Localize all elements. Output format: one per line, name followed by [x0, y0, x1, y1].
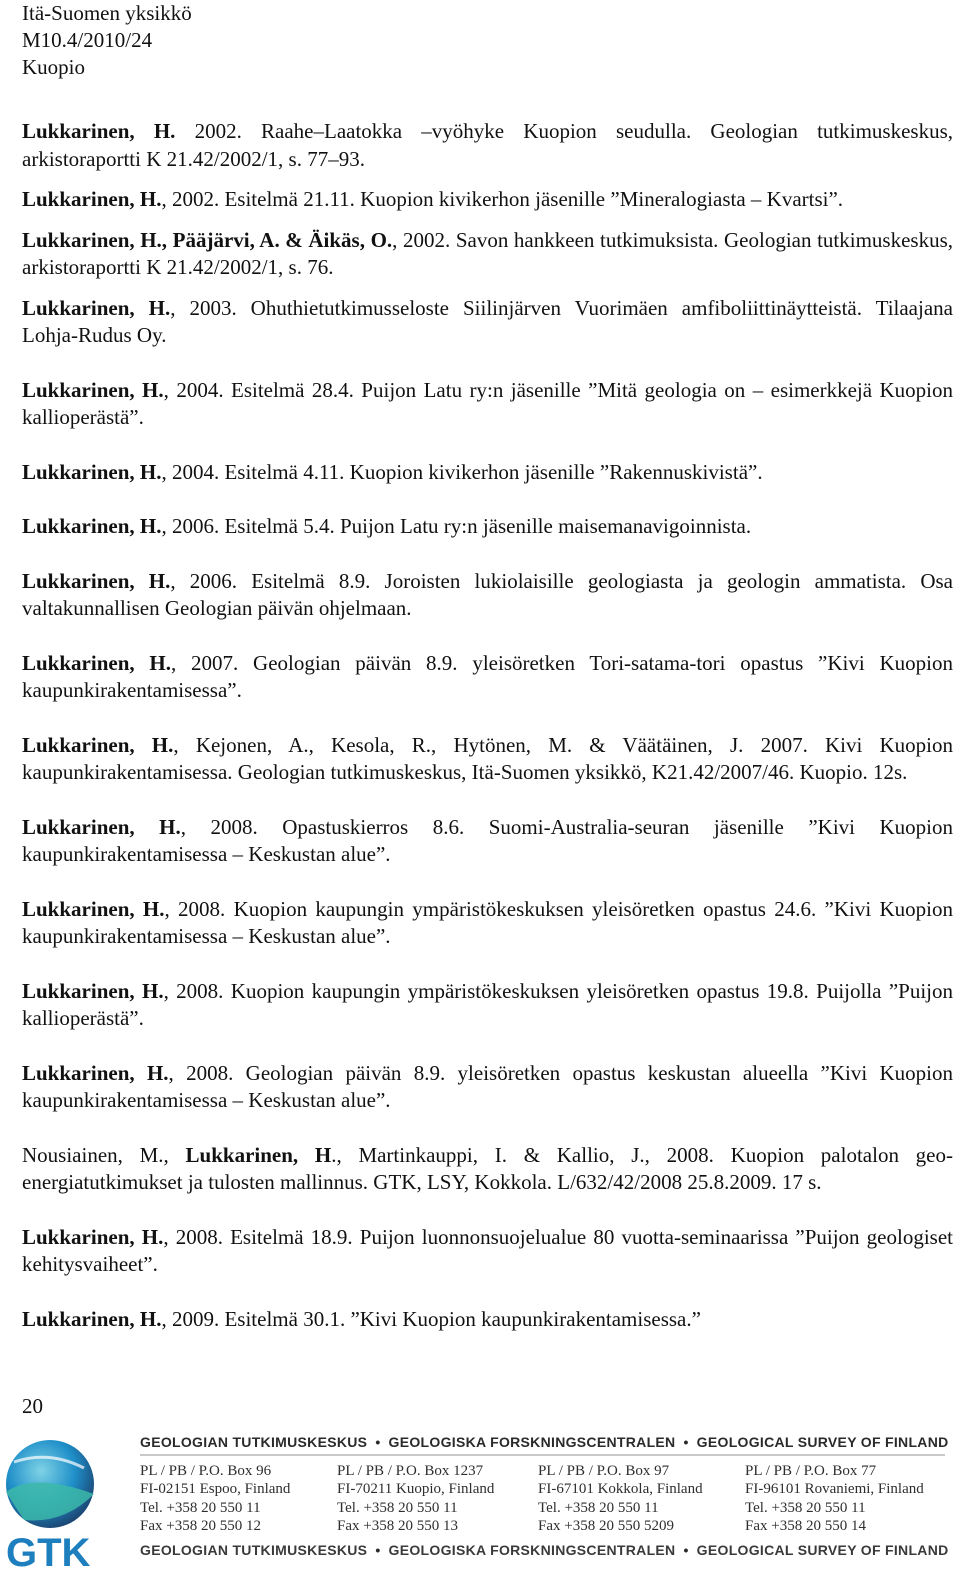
- reference-text: , 2008. Kuopion kaupungin ympäristökeskuksen yleisöretken opastus 24.6. ”Kivi Kuopion kaupunkirakentamisessa – Keskustan alue”.: [22, 896, 953, 948]
- reference-text: , 2009. Esitelmä 30.1. ”Kivi Kuopion kaupunkirakentamisessa.”: [161, 1306, 701, 1331]
- reference-entry: [22, 978, 953, 1033]
- office-kokkola: [538, 1462, 703, 1535]
- office-tel: Tel. +358 20 550 11: [538, 1499, 659, 1516]
- office-tel: Tel. +358 20 550 11: [337, 1499, 458, 1516]
- office-kuopio: [337, 1462, 494, 1535]
- organization-name: GEOLOGICAL SURVEY OF FINLAND: [696, 1542, 949, 1558]
- reference-author: Lukkarinen, H.: [22, 568, 171, 593]
- office-fax: Fax +358 20 550 5209: [538, 1517, 674, 1534]
- reference-text: , Kejonen, A., Kesola, R., Hytönen, M. & Väätäinen, J. 2007. Kivi Kuopion kaupunkirakentamisessa. Geologian tutkimuskeskus, Itä-Suomen yksikkö, K21.42/2007/46. Kuopio. 12s.: [22, 732, 953, 784]
- reference-author: Lukkarinen, H.: [22, 650, 171, 675]
- reference-text: , 2006. Esitelmä 8.9. Joroisten lukiolaisille geologiasta ja geologin ammatista. Osa valtakunnallisen Geologian päivän ohjelmaan.: [22, 568, 953, 620]
- reference-list: [22, 118, 953, 1333]
- reference-text: , 2002. Savon hankkeen tutkimuksista. Geologian tutkimuskeskus, arkistoraportti K 21.42/2002/1, s. 76.: [22, 227, 953, 279]
- reference-entry: [22, 1306, 953, 1334]
- reference-text: , 2003. Ohuthietutkimusseloste Siilinjärven Vuorimäen amfiboliittinäytteistä. Tilaajana Lohja-Rudus Oy.: [22, 295, 953, 347]
- reference-text: , 2004. Esitelmä 4.11. Kuopion kivikerhon jäsenille ”Rakennuskivistä”.: [161, 459, 763, 484]
- office-city: FI-02151 Espoo, Finland: [140, 1481, 291, 1498]
- office-city: FI-96101 Rovaniemi, Finland: [745, 1481, 924, 1498]
- reference-entry: [22, 295, 953, 350]
- unit-name: Itä-Suomen yksikkö: [22, 1, 192, 25]
- reference-text: , 2008. Opastuskierros 8.6. Suomi-Australia-seuran jäsenille ”Kivi Kuopion kaupunkirakentamisessa – Keskustan alue”.: [22, 814, 954, 866]
- organization-name: GEOLOGIAN TUTKIMUSKESKUS: [140, 1542, 368, 1558]
- reference-entry: [22, 377, 953, 432]
- reference-author: Lukkarinen, H., Pääjärvi, A. & Äikäs, O.: [22, 227, 393, 252]
- reference-text: , 2006. Esitelmä 5.4. Puijon Latu ry:n jäsenille maisemanavigoinnista.: [161, 514, 752, 538]
- office-city: FI-70211 Kuopio, Finland: [337, 1481, 495, 1498]
- organization-names-bottom: [140, 1542, 949, 1558]
- bullet-separator: •: [683, 1434, 689, 1450]
- reference-entry: [22, 459, 953, 487]
- reference-entry: [22, 568, 953, 623]
- reference-entry: [22, 118, 953, 173]
- reference-text: , 2008. Kuopion kaupungin ympäristökeskuksen yleisöretken opastus 19.8. Puijolla ”Puijon kallioperästä”.: [22, 978, 953, 1030]
- reference-author: Lukkarinen, H.: [22, 978, 164, 1003]
- gtk-logo: [4, 1432, 104, 1570]
- reference-author: Lukkarinen, H.: [22, 1224, 164, 1249]
- svg-text:GTK: GTK: [6, 1531, 91, 1570]
- reference-author: Lukkarinen, H.: [22, 119, 176, 143]
- reference-entry: [22, 513, 953, 541]
- reference-text: 2002. Raahe–Laatokka –vyöhyke Kuopion seudulla. Geologian tutkimuskeskus, arkistoraportti K 21.42/2002/1, s. 77–93.: [22, 119, 953, 171]
- reference-author: Lukkarinen, H.: [22, 814, 181, 839]
- reference-text: , 2004. Esitelmä 28.4. Puijon Latu ry:n jäsenille ”Mitä geologia on – esimerkkejä Kuopion kallioperästä”.: [22, 377, 953, 429]
- organization-name: GEOLOGISKA FORSKNINGSCENTRALEN: [388, 1542, 676, 1558]
- office-tel: Tel. +358 20 550 11: [140, 1499, 261, 1516]
- reference-text: , 2008. Geologian päivän 8.9. yleisöretken opastus keskustan alueella ”Kivi Kuopion kaupunkirakentamisessa – Keskustan alue”.: [22, 1060, 953, 1112]
- organization-name: GEOLOGISKA FORSKNINGSCENTRALEN: [388, 1434, 676, 1450]
- office-espoo: [140, 1462, 290, 1535]
- reference-author: Lukkarinen, H: [185, 1142, 332, 1167]
- document-code: M10.4/2010/24: [22, 28, 153, 52]
- reference-text: , 2002. Esitelmä 21.11. Kuopion kivikerhon jäsenille ”Mineralogiasta – Kvartsi”.: [161, 187, 844, 211]
- reference-author: Lukkarinen, H.: [22, 732, 174, 757]
- reference-entry: [22, 1142, 953, 1197]
- reference-entry: [22, 1060, 953, 1115]
- reference-entry: [22, 186, 953, 214]
- reference-author: Lukkarinen, H.: [22, 459, 162, 484]
- bullet-separator: •: [375, 1542, 381, 1558]
- reference-text: ., Martinkauppi, I. & Kallio, J., 2008. Kuopion palotalon geo-energiatutkimukset ja tulosten mallinnus. GTK, LSY, Kokkola. L/632/42/2008 25.8.2009. 17 s.: [22, 1142, 953, 1194]
- bullet-separator: •: [683, 1542, 689, 1558]
- reference-author: Lukkarinen, H.: [22, 514, 162, 538]
- footer-divider: [140, 1454, 945, 1456]
- bullet-separator: •: [375, 1434, 381, 1450]
- document-header: [22, 0, 192, 81]
- reference-author: Lukkarinen, H.: [22, 1306, 162, 1331]
- location: Kuopio: [22, 55, 85, 79]
- reference-author: Lukkarinen, H.: [22, 295, 171, 320]
- office-box: PL / PB / P.O. Box 96: [140, 1463, 272, 1479]
- organization-names-top: [140, 1434, 949, 1450]
- office-rovaniemi: [745, 1462, 924, 1535]
- office-box: PL / PB / P.O. Box 1237: [337, 1463, 484, 1479]
- reference-author: Lukkarinen, H.: [22, 896, 165, 921]
- page-footer: [0, 1428, 960, 1574]
- page-number: 20: [22, 1394, 43, 1418]
- office-box: PL / PB / P.O. Box 77: [745, 1463, 877, 1479]
- reference-author: Lukkarinen, H.: [22, 1060, 169, 1085]
- reference-text: , 2008. Esitelmä 18.9. Puijon luonnonsuojelualue 80 vuotta-seminaarissa ”Puijon geologiset kehitysvaiheet”.: [22, 1224, 953, 1276]
- reference-author: Lukkarinen, H.: [22, 187, 162, 211]
- office-fax: Fax +358 20 550 14: [745, 1517, 866, 1534]
- reference-entry: [22, 814, 953, 869]
- office-fax: Fax +358 20 550 12: [140, 1517, 261, 1534]
- reference-coauthors: Nousiainen, M.,: [22, 1142, 186, 1167]
- reference-entry: [22, 896, 953, 951]
- reference-entry: [22, 1224, 953, 1279]
- reference-text: , 2007. Geologian päivän 8.9. yleisöretken Tori-satama-tori opastus ”Kivi Kuopion kaupunkirakentamisessa”.: [22, 650, 953, 702]
- office-box: PL / PB / P.O. Box 97: [538, 1463, 670, 1479]
- office-tel: Tel. +358 20 550 11: [745, 1499, 866, 1516]
- reference-author: Lukkarinen, H.: [22, 377, 164, 402]
- organization-name: GEOLOGICAL SURVEY OF FINLAND: [696, 1434, 949, 1450]
- office-city: FI-67101 Kokkola, Finland: [538, 1481, 703, 1498]
- organization-name: GEOLOGIAN TUTKIMUSKESKUS: [140, 1434, 368, 1450]
- reference-entry: [22, 732, 953, 787]
- office-fax: Fax +358 20 550 13: [337, 1517, 458, 1534]
- reference-entry: [22, 650, 953, 705]
- reference-entry: [22, 227, 953, 282]
